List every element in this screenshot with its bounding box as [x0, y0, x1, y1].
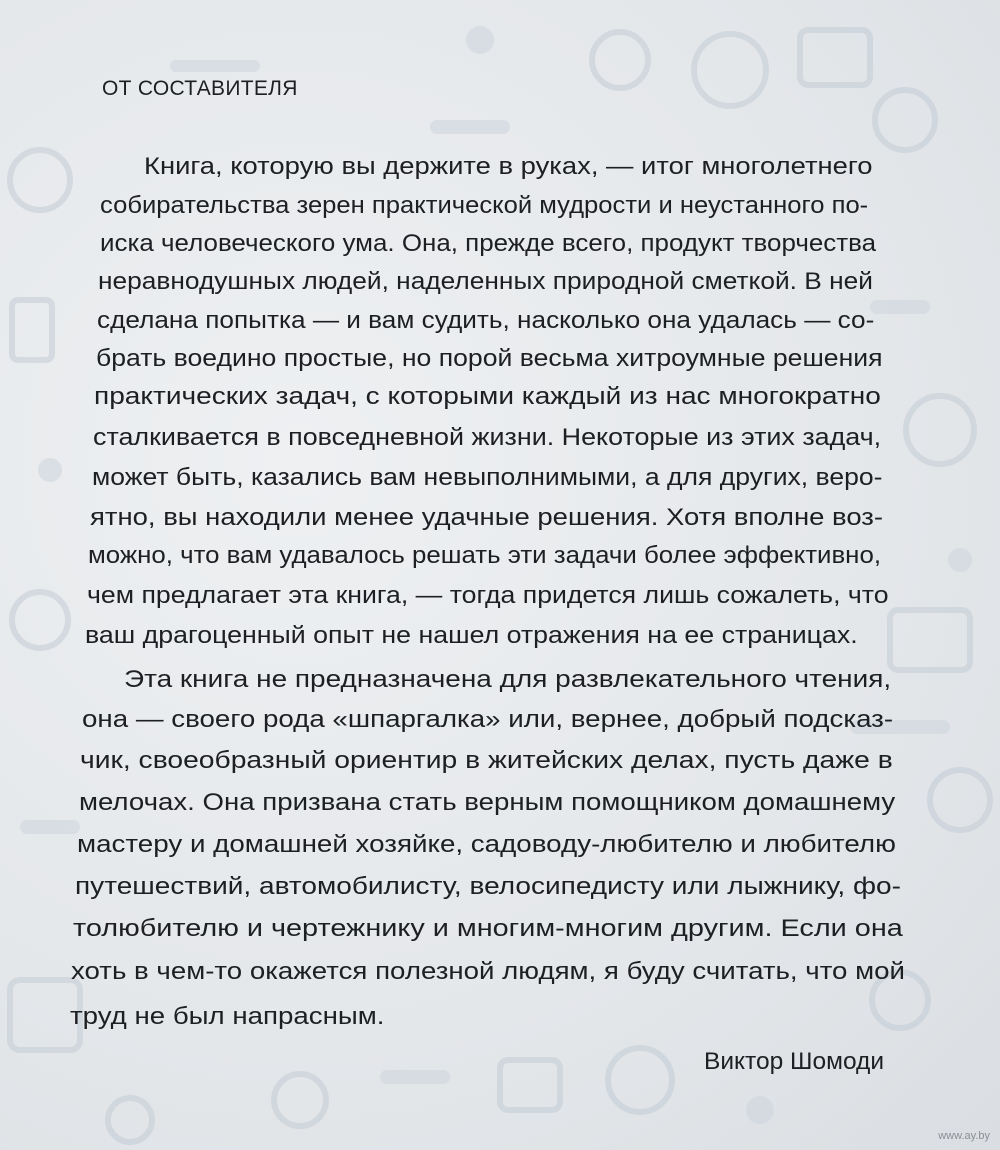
text-line: труд не был напрасным. [70, 1003, 385, 1030]
text-line: практических задач, с которыми каждый из нас многократно [94, 383, 881, 410]
text-line: хоть в чем-то окажется полезной людям, я буду считать, что мой [71, 958, 905, 985]
text-line: чик, своеобразный ориентир в житейских делах, пусть даже в [80, 747, 893, 774]
author-signature: Виктор Шомоди [704, 1048, 885, 1075]
text-line: толюбителю и чертежнику и многим-многим другим. Если она [73, 915, 903, 942]
text-line: сделана попытка — и вам судить, насколько она удалась — со- [97, 307, 875, 334]
text-line: собирательства зерен практической мудрости и неустанного по- [100, 192, 869, 219]
text-line: иска человеческого ума. Она, прежде всего, продукт творчества [100, 230, 877, 257]
text-line: брать воедино простые, но порой весьма хитроумные решения [96, 345, 883, 372]
text-line: сталкивается в повседневной жизни. Некоторые из этих задач, [93, 424, 882, 451]
text-line: чем предлагает эта книга, — тогда придется лишь сожалеть, что [87, 582, 889, 609]
watermark: www.ay.by [938, 1130, 990, 1142]
text-line: путешествий, автомобилисту, велосипедисту или лыжнику, фо- [75, 873, 901, 900]
text-line: можно, что вам удавалось решать эти задачи более эффективно, [88, 542, 882, 569]
text-line: неравнодушных людей, наделенных природной сметкой. В ней [98, 268, 873, 295]
page-heading: ОТ СОСТАВИТЕЛЯ [102, 77, 298, 100]
text-line: Эта книга не предназначена для развлекательного чтения, [124, 666, 892, 693]
text-line: ваш драгоценный опыт не нашел отражения на ее страницах. [85, 622, 858, 649]
text-line: может быть, казались вам невыполнимыми, а для других, веро- [92, 464, 883, 491]
text-line: мелочах. Она призвана стать верным помощником домашнему [79, 789, 896, 816]
text-line: мастеру и домашней хозяйке, садоводу-любителю и любителю [77, 831, 896, 858]
text-line: она — своего рода «шпаргалка» или, вернее, добрый подсказ- [82, 706, 894, 733]
text-line: Книга, которую вы держите в руках, — итог многолетнего [144, 153, 873, 180]
text-line: ятно, вы находили менее удачные решения. Хотя вполне воз- [90, 504, 884, 531]
